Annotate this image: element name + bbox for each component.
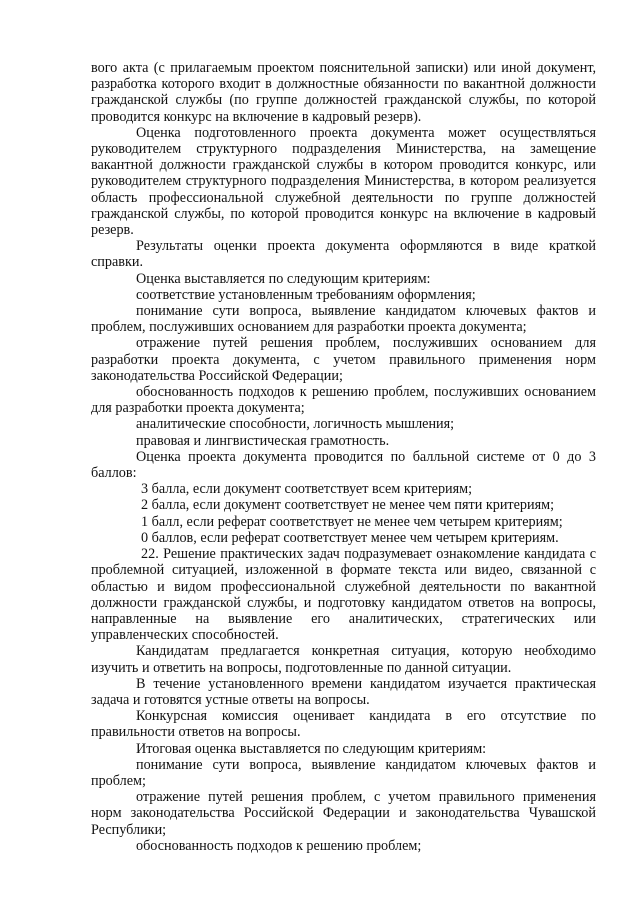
text-paragraph: Итоговая оценка выставляется по следующим критериям: [136, 740, 487, 757]
criteria-item: обоснованность подходов к решению проблем, послуживших основанием для разработки проекта документа; [91, 384, 596, 417]
grade-item: 0 баллов, если реферат соответствует менее чем четырем критериям. [141, 529, 559, 546]
criteria-item: правовая и лингвистическая грамотность. [136, 432, 390, 449]
text-paragraph: В течение установленного времени кандидатом изучается практическая задача и готовятся устные ответы на вопросы. [91, 675, 596, 708]
grade-item: 3 балла, если документ соответствует всем критериям; [141, 481, 473, 498]
text-paragraph: Оценка проекта документа проводится по балльной системе от 0 до 3 баллов: [91, 448, 596, 482]
criteria-item: обоснованность подходов к решению проблем; [136, 837, 422, 854]
grade-item: 1 балл, если реферат соответствует не менее чем четырем критериям; [141, 513, 563, 530]
criteria-item: понимание сути вопроса, выявление кандидатом ключевых фактов и проблем; [91, 756, 596, 789]
criteria-item: соответствие установленным требованиям оформления; [136, 286, 476, 303]
document-page [91, 60, 596, 854]
text-paragraph: Оценка выставляется по следующим критериям: [136, 270, 431, 287]
criteria-item: аналитические способности, логичность мышления; [136, 416, 455, 433]
text-paragraph: Оценка подготовленного проекта документа может осуществляться руководителем структурного подразделения Министерства, на замещение вакантной должности гражданской службы в котором проводится конкурс, или руководителем структурного подразделения Министерства, в котором реализуется область профессиональной служебной деятельности по группе должностей гражданской службы, по которой проводится конкурс на включение в кадровый резерв. [91, 124, 596, 239]
grade-item: 2 балла, если документ соответствует не менее чем пяти критериям; [141, 497, 555, 514]
text-paragraph: вого акта (с прилагаемым проектом пояснительной записки) или иной документ, разработка которого входит в должностные обязанности по вакантной должности гражданской службы (по группе должностей гражданской службы, по которой проводится конкурс на включение в кадровый резерв). [91, 60, 596, 125]
text-paragraph: Конкурсная комиссия оценивает кандидата в его отсутствие по правильности ответов на вопросы. [91, 708, 596, 741]
criteria-item: отражение путей решения проблем, с учетом правильного применения норм законодательства Российской Федерации и законодательства Чувашской Республики; [91, 789, 596, 838]
criteria-item: отражение путей решения проблем, послуживших основанием для разработки проекта документа, с учетом правильного применения норм законодательства Российской Федерации; [91, 335, 596, 384]
text-paragraph: Кандидатам предлагается конкретная ситуация, которую необходимо изучить и ответить на вопросы, подготовленные по данной ситуации. [91, 643, 596, 676]
text-paragraph: Результаты оценки проекта документа оформляются в виде краткой справки. [91, 238, 596, 271]
criteria-item: понимание сути вопроса, выявление кандидатом ключевых фактов и проблем, послуживших основанием для разработки проекта документа; [91, 303, 596, 336]
section-paragraph: 22. Решение практических задач подразумевает ознакомление кандидата с проблемной ситуацией, изложенной в формате текста или видео, связанной с областью и видом профессиональной служебной деятельности по вакантной должности гражданской службы, и подготовку кандидатом ответов на вопросы, направленные на выявление его аналитических, стратегических или управленческих способностей. [91, 546, 596, 644]
